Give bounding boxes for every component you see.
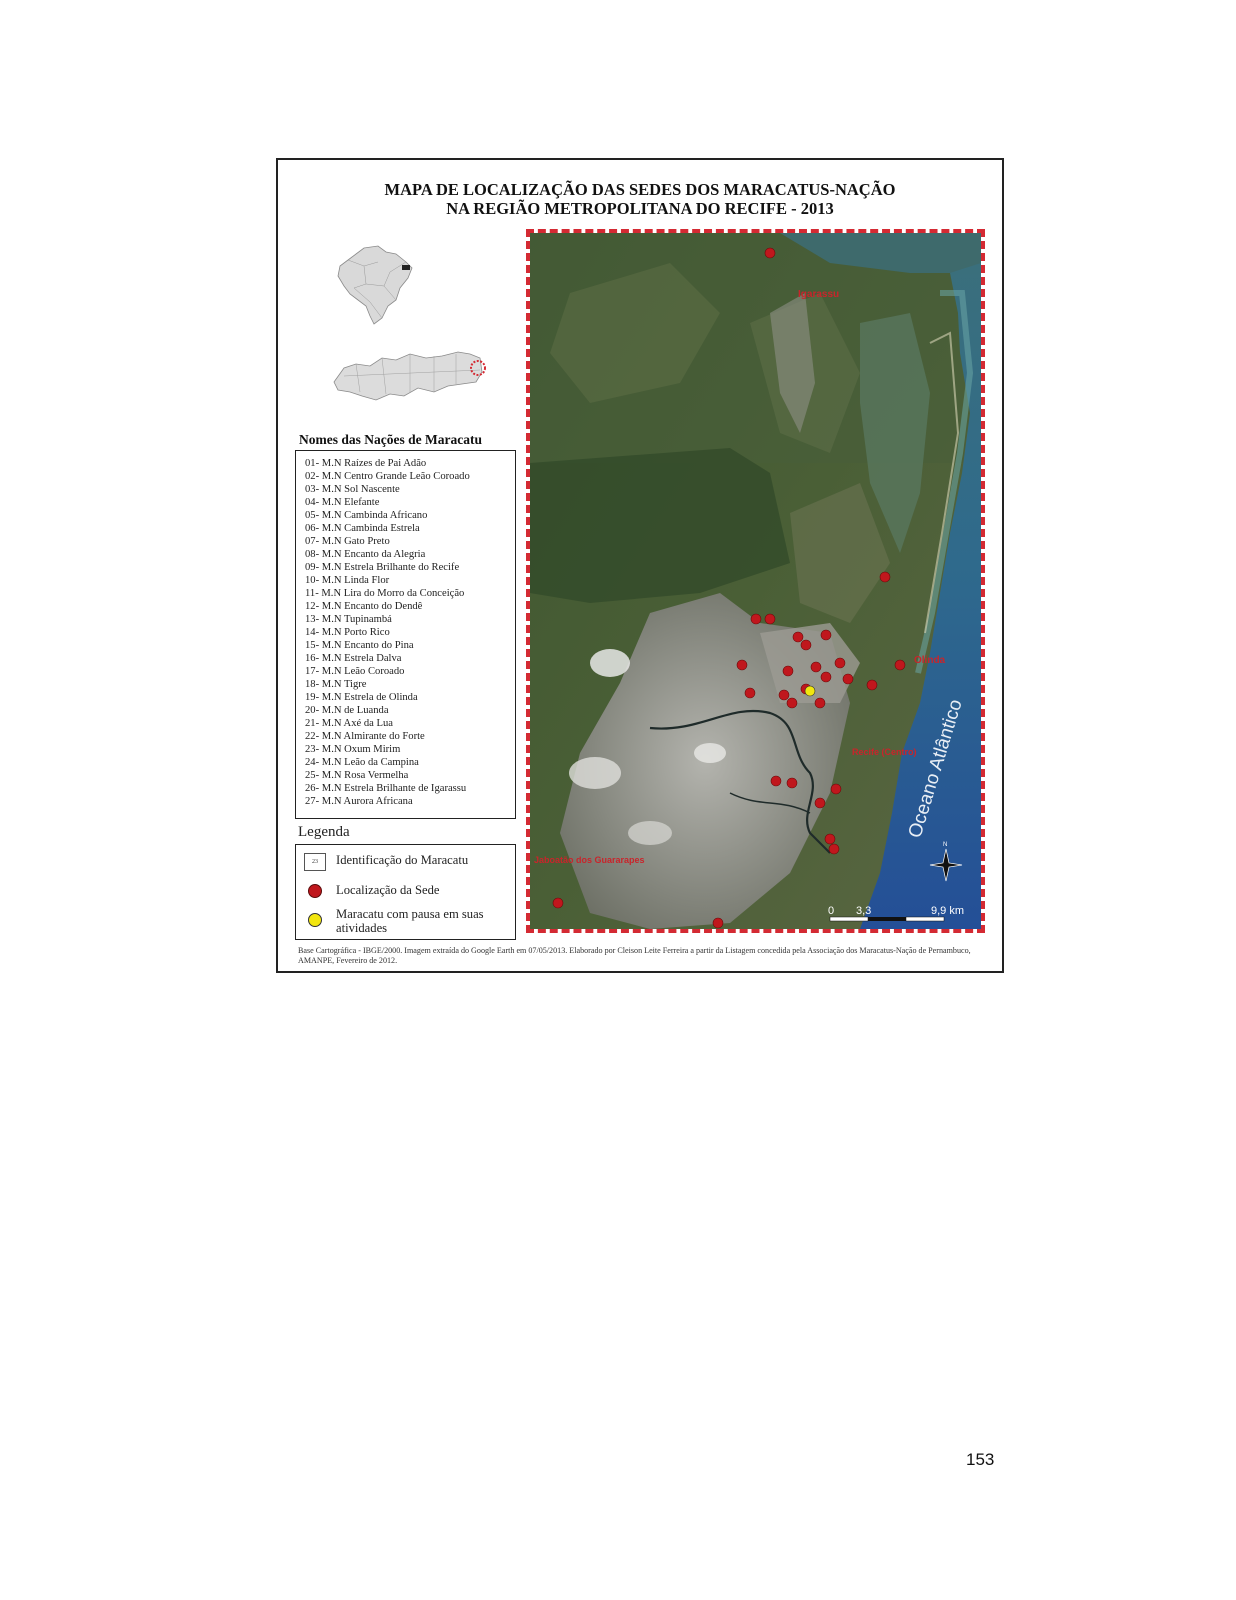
legend-paused-dot bbox=[308, 913, 322, 927]
pernambuco-highlight bbox=[402, 265, 410, 270]
maracatu-name-item: 08- M.N Encanto da Alegria bbox=[305, 549, 426, 560]
pernambuco-outline bbox=[334, 352, 482, 400]
maracatu-name-item: 10- M.N Linda Flor bbox=[305, 575, 390, 586]
legend-location-label: Localização da Sede bbox=[336, 883, 440, 897]
brazil-locator-inset bbox=[334, 244, 414, 326]
legend-id-label: Identificação do Maracatu bbox=[336, 853, 469, 867]
label-jaboatao: Jaboatão dos Guararapes bbox=[534, 855, 645, 865]
maracatu-name-item: 23- M.N Oxum Mirim bbox=[305, 744, 401, 755]
maracatu-name-item: 07- M.N Gato Preto bbox=[305, 536, 390, 547]
maracatu-location-marker bbox=[793, 632, 803, 642]
maracatu-location-marker bbox=[783, 666, 793, 676]
maracatu-location-marker bbox=[821, 672, 831, 682]
maracatu-name-item: 01- M.N Raízes de Pai Adão bbox=[305, 458, 427, 469]
maracatu-name-item: 27- M.N Aurora Africana bbox=[305, 796, 413, 807]
label-ocean: Oceano Atlântico bbox=[904, 696, 967, 841]
legend-id-swatch: 23 bbox=[304, 853, 326, 871]
maracatu-name-item: 04- M.N Elefante bbox=[305, 497, 380, 508]
maracatu-name-item: 20- M.N de Luanda bbox=[305, 705, 389, 716]
maracatu-name-item: 17- M.N Leão Coroado bbox=[305, 666, 405, 677]
maracatu-name-item: 11- M.N Lira do Morro da Conceição bbox=[305, 588, 465, 599]
maracatu-name-item: 22- M.N Almirante do Forte bbox=[305, 731, 425, 742]
legend-row-location bbox=[304, 883, 506, 898]
north-label: N bbox=[943, 842, 948, 848]
page-number: 153 bbox=[966, 1450, 995, 1469]
legend-box bbox=[295, 844, 516, 940]
pernambuco-locator-inset bbox=[330, 348, 490, 404]
label-igarassu: Igarassu bbox=[798, 289, 840, 300]
maracatu-name-item: 25- M.N Rosa Vermelha bbox=[305, 770, 409, 781]
maracatu-location-marker bbox=[771, 776, 781, 786]
maracatu-name-item: 14- M.N Porto Rico bbox=[305, 627, 390, 638]
source-credit: Base Cartográfica - IBGE/2000. Imagem extraída do Google Earth em 07/05/2013. Elaborado por Cleison Leite Ferreira a partir da Listagem concedida pela Associação dos Maracatus-Nação de Pernambuco, AMANPE, Fevereiro de 2012. bbox=[298, 946, 971, 965]
maracatu-name-item: 19- M.N Estrela de Olinda bbox=[305, 692, 418, 703]
maracatu-location-marker bbox=[751, 614, 761, 624]
names-heading: Nomes das Nações de Maracatu bbox=[299, 432, 482, 447]
scale-label-end: 9,9 km bbox=[931, 905, 965, 917]
names-box bbox=[295, 450, 516, 819]
maracatu-location-marker bbox=[880, 572, 890, 582]
label-olinda: Olinda bbox=[914, 655, 946, 666]
maracatu-location-marker bbox=[787, 698, 797, 708]
names-list bbox=[305, 457, 515, 808]
maracatu-location-marker bbox=[737, 660, 747, 670]
maracatu-name-item: 24- M.N Leão da Campina bbox=[305, 757, 419, 768]
map-title-line-1: MAPA DE LOCALIZAÇÃO DAS SEDES DOS MARACATUS-NAÇÃO bbox=[384, 180, 896, 199]
maracatu-name-item: 21- M.N Axé da Lua bbox=[305, 718, 393, 729]
maracatu-location-marker bbox=[553, 898, 563, 908]
satellite-map-frame bbox=[526, 229, 985, 933]
maracatu-location-marker bbox=[787, 778, 797, 788]
paused-maracatu-marker bbox=[805, 686, 815, 696]
maracatu-location-marker bbox=[713, 918, 723, 928]
maracatu-name-item: 05- M.N Cambinda Africano bbox=[305, 510, 428, 521]
maracatu-location-marker bbox=[745, 688, 755, 698]
legend-heading: Legenda bbox=[298, 824, 350, 840]
maracatu-location-marker bbox=[895, 660, 905, 670]
maracatu-location-marker bbox=[811, 662, 821, 672]
maracatu-name-item: 09- M.N Estrela Brilhante do Recife bbox=[305, 562, 460, 573]
maracatu-location-marker bbox=[829, 844, 839, 854]
maracatu-location-marker bbox=[801, 640, 811, 650]
maracatu-location-marker bbox=[815, 798, 825, 808]
scale-label-mid: 3,3 bbox=[856, 905, 872, 917]
maracatu-name-item: 12- M.N Encanto do Dendê bbox=[305, 601, 423, 612]
maracatu-location-marker bbox=[867, 680, 877, 690]
scale-label-0: 0 bbox=[828, 905, 835, 917]
map-figure bbox=[276, 158, 1004, 973]
maracatu-name-item: 06- M.N Cambinda Estrela bbox=[305, 523, 420, 534]
maracatu-name-item: 16- M.N Estrela Dalva bbox=[305, 653, 402, 664]
map-title bbox=[278, 180, 1002, 218]
maracatu-location-marker bbox=[835, 658, 845, 668]
maracatu-location-marker bbox=[831, 784, 841, 794]
label-recife-centro: Recife (Centro) bbox=[852, 747, 917, 757]
maracatu-location-marker bbox=[815, 698, 825, 708]
satellite-map bbox=[530, 233, 981, 929]
maracatu-location-marker bbox=[765, 614, 775, 624]
maracatu-location-marker bbox=[843, 674, 853, 684]
maracatu-location-marker bbox=[765, 248, 775, 258]
maracatu-name-item: 02- M.N Centro Grande Leão Coroado bbox=[305, 471, 470, 482]
maracatu-location-marker bbox=[825, 834, 835, 844]
map-title-line-2: NA REGIÃO METROPOLITANA DO RECIFE - 2013 bbox=[446, 199, 834, 218]
legend-paused-label: Maracatu com pausa em suas atividades bbox=[336, 907, 484, 935]
maracatu-name-item: 13- M.N Tupinambá bbox=[305, 614, 392, 625]
maracatu-location-marker bbox=[821, 630, 831, 640]
legend-location-dot bbox=[308, 884, 322, 898]
maracatu-name-item: 03- M.N Sol Nascente bbox=[305, 484, 400, 495]
maracatu-name-item: 26- M.N Estrela Brilhante de Igarassu bbox=[305, 783, 467, 794]
maracatu-location-marker bbox=[779, 690, 789, 700]
maracatu-name-item: 15- M.N Encanto do Pina bbox=[305, 640, 414, 651]
legend-row-paused bbox=[304, 907, 506, 935]
legend-row-id bbox=[304, 853, 506, 871]
maracatu-name-item: 18- M.N Tigre bbox=[305, 679, 367, 690]
